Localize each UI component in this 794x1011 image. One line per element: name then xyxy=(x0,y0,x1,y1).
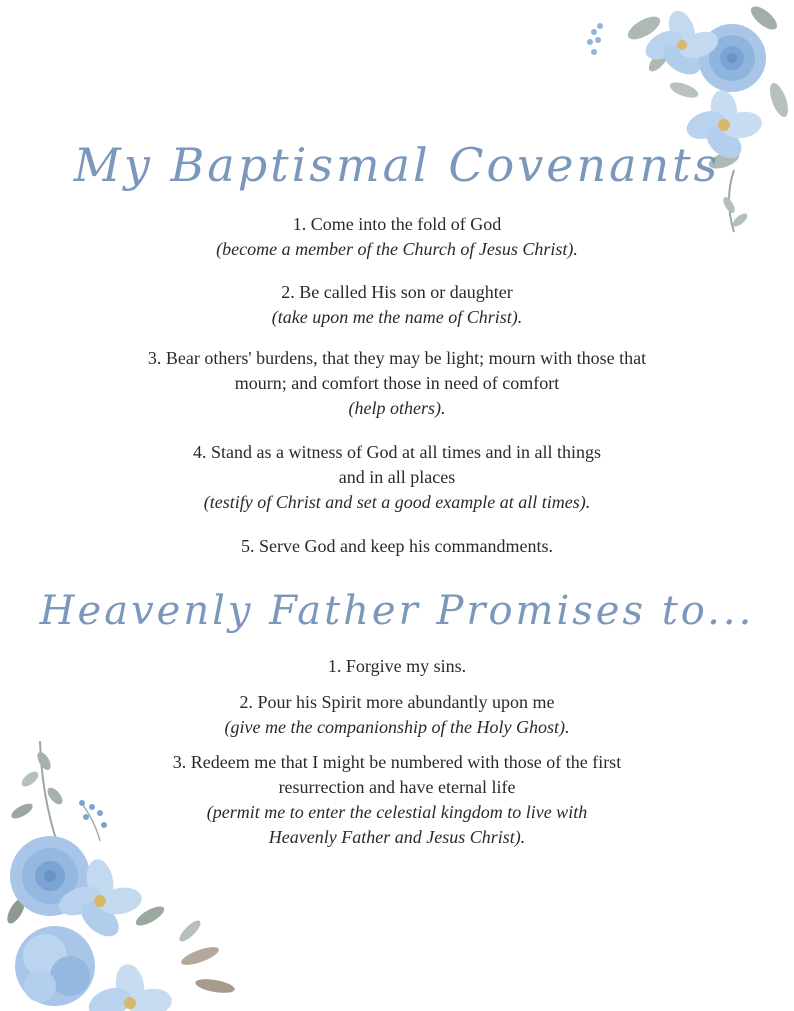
covenant-item xyxy=(0,440,794,515)
promise-item xyxy=(0,690,794,740)
covenant-note: (take upon me the name of Christ). xyxy=(271,307,523,327)
promise-note: (give me the companionship of the Holy Ghost). xyxy=(224,717,570,737)
promise-note: Heavenly Father and Jesus Christ). xyxy=(268,827,526,847)
covenant-note: (testify of Christ and set a good example at all times). xyxy=(203,492,591,512)
covenant-note: (help others). xyxy=(348,398,446,418)
covenant-item xyxy=(0,280,794,330)
promise-text: 2. Pour his Spirit more abundantly upon me xyxy=(239,692,555,712)
flower-icon xyxy=(85,962,175,1011)
covenant-text: 5. Serve God and keep his commandments. xyxy=(241,536,553,556)
floral-corner-top-right xyxy=(584,0,794,240)
promise-item xyxy=(0,654,794,679)
covenant-text: 2. Be called His son or daughter xyxy=(281,282,513,302)
promise-text: resurrection and have eternal life xyxy=(278,777,516,797)
covenant-item xyxy=(0,212,794,262)
promise-item xyxy=(0,750,794,850)
covenant-text: 4. Stand as a witness of God at all times and in all things xyxy=(193,442,601,462)
covenant-text: 3. Bear others' burdens, that they may be light; mourn with those that xyxy=(147,348,647,368)
covenant-text: mourn; and comfort those in need of comfort xyxy=(234,373,560,393)
promises-title: Heavenly Father Promises to... xyxy=(39,588,755,634)
promise-text: 1. Forgive my sins. xyxy=(327,656,467,676)
berry-icon xyxy=(587,23,603,55)
covenant-text: and in all places xyxy=(338,467,456,487)
covenant-note: (become a member of the Church of Jesus Christ). xyxy=(216,239,578,259)
covenant-text: 1. Come into the fold of God xyxy=(292,214,502,234)
covenant-item xyxy=(0,534,794,559)
promise-text: 3. Redeem me that I might be numbered with those of the first xyxy=(172,752,622,772)
hydrangea-icon xyxy=(15,926,95,1006)
covenants-title: My Baptismal Covenants xyxy=(73,138,721,192)
promise-note: (permit me to enter the celestial kingdom to live with xyxy=(206,802,588,822)
covenant-item xyxy=(0,346,794,421)
